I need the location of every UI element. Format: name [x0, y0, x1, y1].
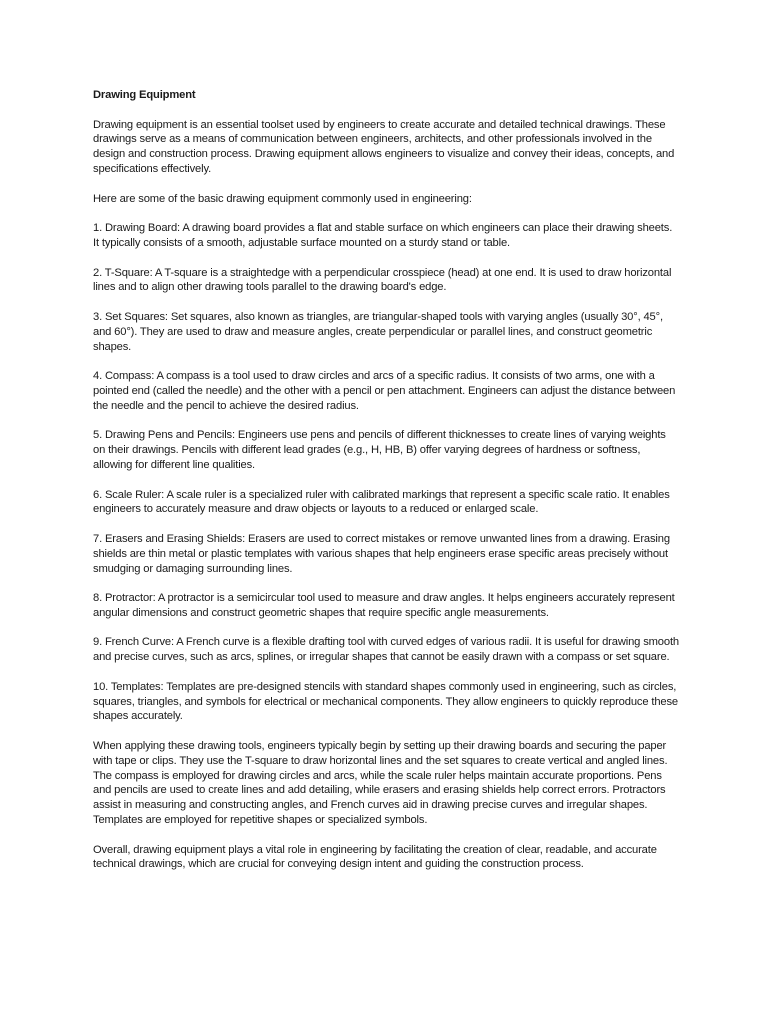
paragraph-list-intro: Here are some of the basic drawing equipment commonly used in engineering:	[93, 192, 472, 205]
paragraph-pens-pencils: 5. Drawing Pens and Pencils: Engineers use pens and pencils of different thicknesses to create lines of varying weights on their drawings. Pencils with different lead grades (e.g., H, HB, B) offer varying degrees of hardness or softness, allowing for different line qualities.	[93, 429, 666, 471]
paragraph-application: When applying these drawing tools, engineers typically begin by setting up their drawing boards and securing the paper with tape or clips. They use the T-square to draw horizontal lines and the set squares to create vertical and angled lines. The compass is employed for drawing circles and arcs, while the scale ruler helps maintain accurate proportions. Pens and pencils are used to create lines and add detailing, while erasers and erasing shields help correct errors. Protractors assist in measuring and constructing angles, and French curves aid in drawing precise curves and irregular shapes. Templates are employed for repetitive shapes or specialized symbols.	[93, 740, 668, 827]
document-page	[93, 88, 679, 887]
paragraph-drawing-board: 1. Drawing Board: A drawing board provides a flat and stable surface on which engineers can place their drawing sheets. It typically consists of a smooth, adjustable surface mounted on a sturdy stand or table.	[93, 222, 673, 249]
paragraph-templates: 10. Templates: Templates are pre-designed stencils with standard shapes commonly used in engineering, such as circles, squares, triangles, and symbols for electrical or mechanical components. They allow engineers to quickly reproduce these shapes accurately.	[93, 680, 678, 723]
paragraph-protractor: 8. Protractor: A protractor is a semicircular tool used to measure and draw angles. It helps engineers accurately represent angular dimensions and construct geometric shapes that require specific angle measurements.	[93, 592, 675, 619]
paragraph-french-curve: 9. French Curve: A French curve is a flexible drafting tool with curved edges of various radii. It is useful for drawing smooth and precise curves, such as arcs, splines, or irregular shapes that cannot be easily drawn with a compass or set square.	[93, 636, 679, 664]
paragraph-erasers: 7. Erasers and Erasing Shields: Erasers are used to correct mistakes or remove unwanted lines from a drawing. Erasing shields are thin metal or plastic templates with various shapes that help engineers erase specific areas precisely without smudging or damaging surrounding lines.	[93, 532, 670, 575]
paragraph-t-square: 2. T-Square: A T-square is a straightedge with a perpendicular crosspiece (head) at one end. It is used to draw horizontal lines and to align other drawing tools parallel to the drawing board's edge.	[93, 266, 672, 294]
paragraph-scale-ruler: 6. Scale Ruler: A scale ruler is a specialized ruler with calibrated markings that represent a specific scale ratio. It enables engineers to accurately measure and draw objects or layouts to a reduced or enlarged scale.	[93, 488, 670, 516]
paragraph-intro: Drawing equipment is an essential toolset used by engineers to create accurate and detailed technical drawings. These drawings serve as a means of communication between engineers, architects, and other professionals involved in the design and construction process. Drawing equipment allows engineers to visualize and convey their ideas, concepts, and specifications effectively.	[93, 118, 675, 175]
paragraph-conclusion: Overall, drawing equipment plays a vital role in engineering by facilitating the creation of clear, readable, and accurate technical drawings, which are crucial for conveying design intent and guiding the construction process.	[93, 843, 657, 871]
document-title: Drawing Equipment	[93, 89, 196, 101]
paragraph-compass: 4. Compass: A compass is a tool used to draw circles and arcs of a specific radius. It consists of two arms, one with a pointed end (called the needle) and the other with a pencil or pen attachment. Engineers can adjust the distance between the needle and the pencil to achieve the desired radius.	[93, 370, 676, 412]
paragraph-set-squares: 3. Set Squares: Set squares, also known as triangles, are triangular-shaped tools with varying angles (usually 30°, 45°, and 60°). They are used to draw and measure angles, create perpendicular or parallel lines, and construct geometric shapes.	[93, 310, 663, 353]
